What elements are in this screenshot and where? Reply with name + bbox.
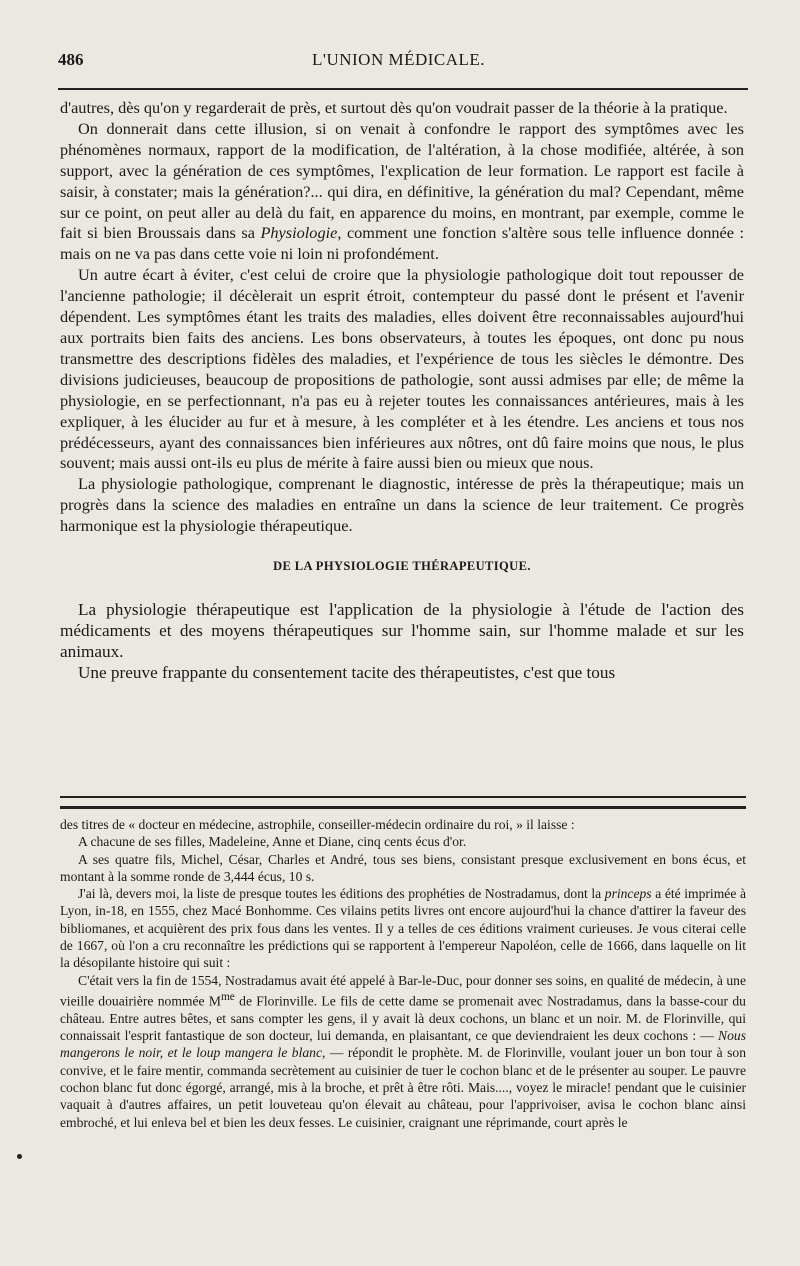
- paragraph-2: [60, 119, 744, 265]
- section-heading: DE LA PHYSIOLOGIE THÉRAPEUTIQUE.: [273, 559, 531, 574]
- footnote-5-text-c: , — répondit le prophète. M. de Florinville, voulant jouer un bon tour à son convive, et le faire mentir, commanda secrètement au cuisinier de tuer le cochon blanc et de le présenter au souper. Le pauvre cochon blanc fut donc égorgé, arrangé, mis à la broche, et prêt à être rôti. Mais...., voyez le miracle! pendant que le cuisinier vaquait à d'autres affaires, un petit louveteau qu'on élevait au château, pour l'apprivoiser, avisa le cochon blanc ainsi embroché, et lui enleva bel et bien les deux fesses. Le cuisinier, craignant une réprimande, court après le: [60, 1045, 746, 1130]
- paragraph-2-italic: Physiologie: [260, 223, 338, 243]
- main-text: [60, 98, 744, 683]
- footnote-5-text-a: C'était vers la fin de 1554, Nostradamus avait été appelé à Bar-le-Duc, pour donner ses soins, en qualité de médecin, à une vieille douairière nommée M: [60, 972, 746, 1009]
- footnote-paragraph-1: des titres de « docteur en médecine, astrophile, conseiller-médecin ordinaire du roi, » il laisse :: [60, 817, 575, 832]
- journal-title: L'UNION MÉDICALE.: [312, 50, 486, 69]
- footnote-paragraph-5: [60, 972, 746, 1131]
- footnote-paragraph-4: [60, 885, 746, 971]
- footnote: [60, 816, 746, 1131]
- header-rule: [58, 88, 748, 90]
- footnote-4-italic: princeps: [604, 886, 652, 902]
- paragraph-3: Un autre écart à éviter, c'est celui de croire que la physiologie pathologique doit tout repousser de l'ancienne pathologie; il décèlerait un esprit étroit, contempteur du passé dont le présent et l'avenir dépendent. Les symptômes étant les traits des maladies, elles doivent être reconnaissables aujourd'hui aux portraits bien faits des anciens. Les bons observateurs, à toutes les époques, ont donc pu nous transmettre des descriptions fidèles des maladies, et l'expérience de tous les siècles le démontre. Des divisions judicieuses, beaucoup de propositions de pathologie, sont aussi admises par elle; de même la physiologie, en se perfectionnant, n'a pas eu à rejeter toutes les connaissances antérieures, mais à les expliquer, à les élucider au fur et à mesure, à les compléter et à les étendre. Les anciens et tous nos prédécesseurs, ayant des connaissances bien inférieures aux nôtres, ont dû faire moins que nous, le plus souvent; mais aussi ont-ils eu plus de mérite à faire aussi bien ou mieux que nous.: [60, 265, 744, 473]
- paragraph-2-text-b: , comment une fonction s'altère sous telle influence donnée : mais on ne va pas dans cette voie ni loin ni profondément.: [60, 223, 744, 264]
- footnote-5-superscript: me: [220, 990, 235, 1003]
- page-number: 486: [58, 50, 84, 69]
- footnote-separator: [60, 796, 746, 809]
- paragraph-5: La physiologie thérapeutique est l'application de la physiologie à l'étude de l'action des médicaments et des moyens thérapeutiques sur l'homme sain, sur l'homme malade et sur les animaux.: [60, 599, 744, 661]
- margin-dot: [17, 1154, 22, 1159]
- footnote-paragraph-3: A ses quatre fils, Michel, César, Charles et André, tous ses biens, consistant presque exclusivement en bons écus, et montant à la somme ronde de 3,444 écus, 10 s.: [60, 851, 746, 884]
- paragraph-2-text-a: On donnerait dans cette illusion, si on venait à confondre le rapport des symptômes avec les phénomènes normaux, rapport de la modification, de l'altération, à la chose modifiée, altérée, à son support, avec la génération de ces symptômes, l'explication de leur formation. Le rapport est facile à saisir, à constater; mais la génération?... qui dira, en définitive, la génération du mal? Cependant, même sur ce point, on peut aller au delà du fait, en apparence du moins, en montrant, par exemple, comme le fait si bien Broussais dans sa: [60, 118, 744, 243]
- running-header: [58, 50, 748, 80]
- footnote-4-text-a: J'ai là, devers moi, la liste de presque toutes les éditions des prophéties de Nostradamus, dont la: [78, 886, 605, 902]
- paragraph-6: Une preuve frappante du consentement tacite des thérapeutistes, c'est que tous: [78, 662, 616, 682]
- footnote-paragraph-2: A chacune de ses filles, Madeleine, Anne et Diane, cinq cents écus d'or.: [78, 834, 467, 850]
- footnote-4-text-b: a été imprimée à Lyon, in-18, en 1555, chez Macé Bonhomme. Ces vilains petits livres ont encore aujourd'hui la chance d'attirer la faveur des bibliomanes, et acquièrent des prix fous dans les ventes. Il y a telles de ces éditions vraiment curieuses. Je vous citerai celle de 1667, où l'on a cru reconnaître les prédictions qui se rapportent à l'empereur Napoléon, celle de 1666, dans laquelle on lit la désopilante histoire qui suit :: [60, 886, 746, 971]
- paragraph-4: La physiologie pathologique, comprenant le diagnostic, intéresse de près la thérapeutique; mais un progrès dans la science des maladies en entraîne un dans la science de leur traitement. Ce progrès harmonique est la physiologie thérapeutique.: [60, 474, 744, 536]
- footnote-5-text-b: de Florinville. Le fils de cette dame se promenait avec Nostradamus, dans la basse-cour du château. Entre autres bêtes, et sans compter les gens, il y avait là deux cochons, un blanc et un noir. M. de Florinville, qui connaissait l'esprit fantastique de son docteur, lui demanda, en plaisantant, ce que deviendraient les deux cochons : —: [60, 993, 746, 1044]
- footnote-5-italic: Nous mangerons le noir, et le loup mangera le blanc: [60, 1028, 746, 1061]
- paragraph-1: d'autres, dès qu'on y regarderait de près, et surtout dès qu'on voudrait passer de la théorie à la pratique.: [60, 98, 728, 117]
